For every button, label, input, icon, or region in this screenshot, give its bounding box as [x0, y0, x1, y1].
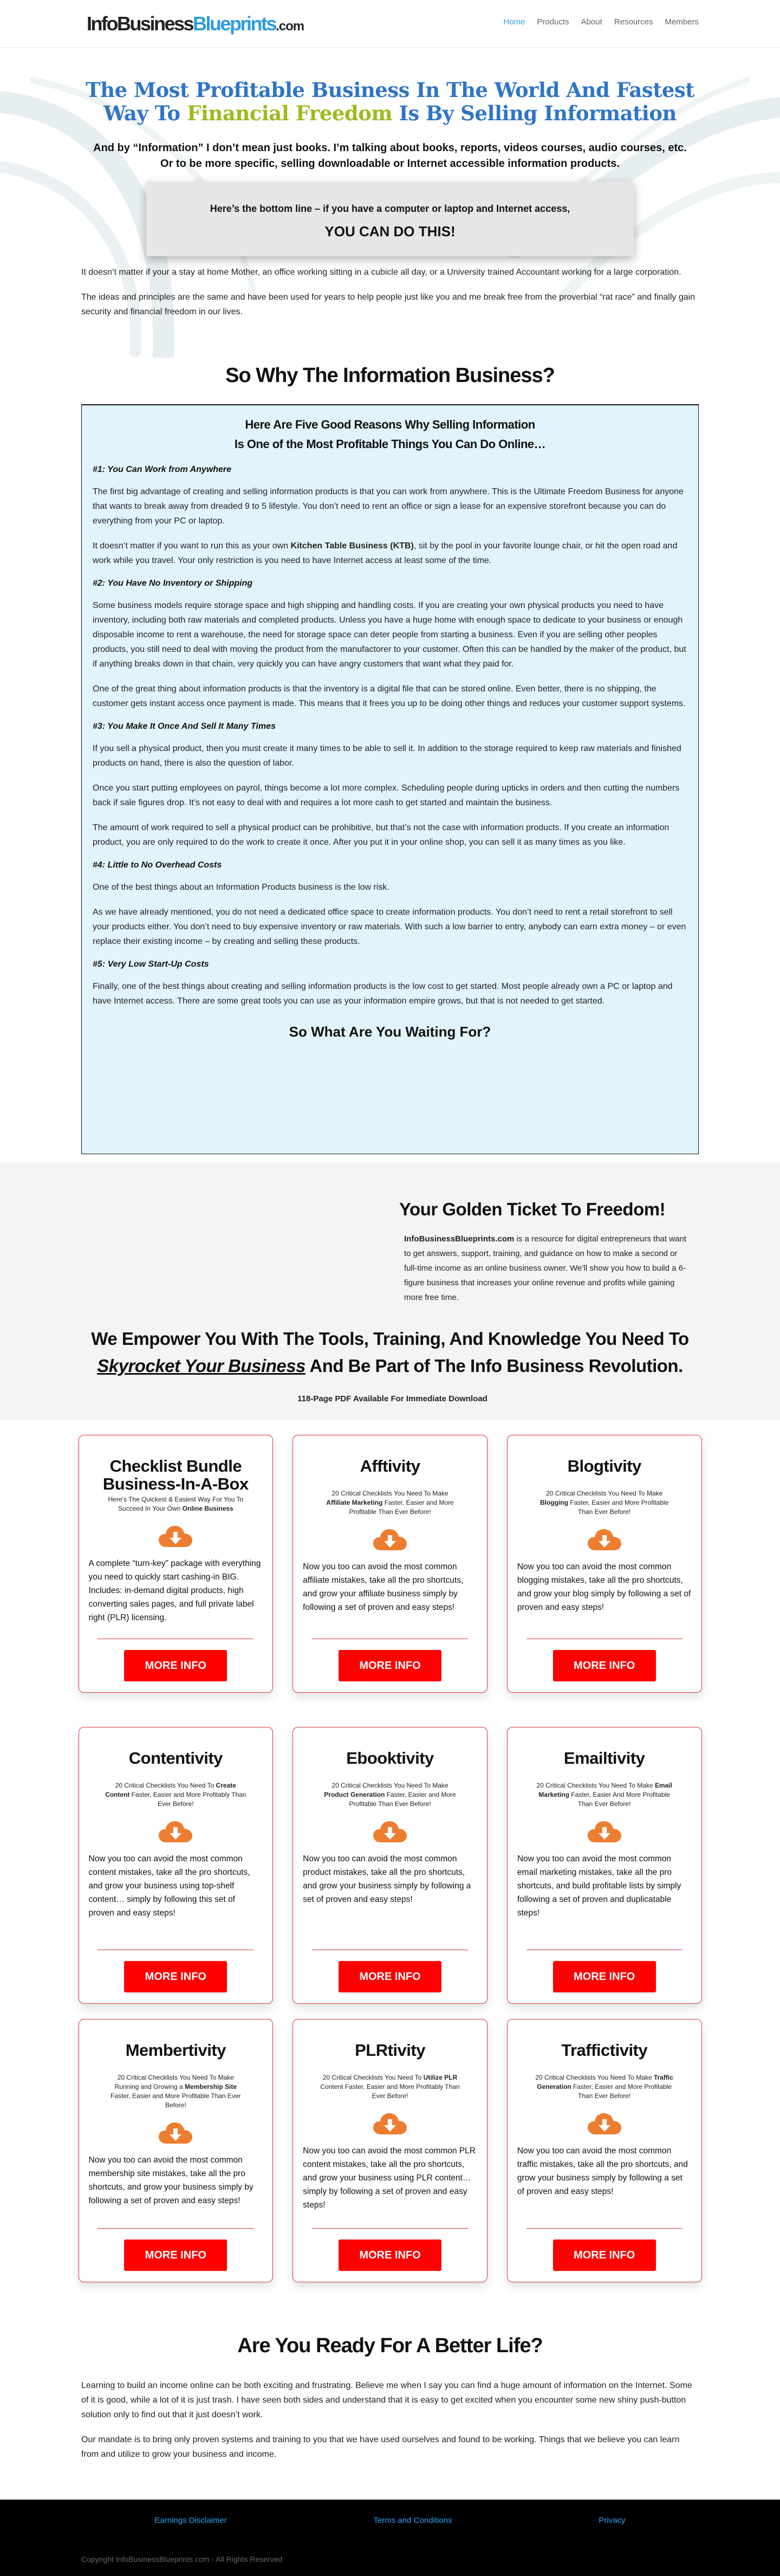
- card-subtitle: [303, 2073, 477, 2101]
- site-footer: [0, 2500, 780, 2576]
- nav-home[interactable]: Home: [503, 17, 525, 27]
- bold-text: Utilize PLR: [423, 2074, 458, 2081]
- text: It doesn’t matter if you want to run this as your own: [93, 541, 291, 551]
- cloud-download-icon: [588, 2113, 621, 2134]
- cloud-download-icon: [588, 1821, 621, 1842]
- intro-text: [81, 265, 699, 319]
- bold-text: Email Marketing: [538, 1782, 672, 1798]
- nav-resources[interactable]: Resources: [614, 17, 653, 27]
- text: 20 Critical Checklists You Need To: [322, 2074, 424, 2081]
- product-card: [507, 1435, 702, 1693]
- intro-paragraph: The ideas and principles are the same and have been used for years to help people just like you and me break free from the proverbial “rat race” and finally gain security and financial freedom in our lives.: [81, 293, 696, 316]
- callout-text: Here’s the bottom line – if you have a computer or laptop and Internet access,: [210, 203, 570, 214]
- reason-title: #5: Very Low Start-Up Costs: [93, 960, 209, 969]
- more-info-button[interactable]: MORE INFO: [553, 1961, 656, 1992]
- text: Faster, Easier and More Profitably Than Ever Before!: [129, 1791, 246, 1808]
- text: 20 Critical Checklists You Need To Make: [332, 1782, 448, 1789]
- ready-paragraph: Our mandate is to bring only proven systems and training to you that we have used ourselves and found to be working. Things that we believe you can learn from and utilize to grow your business and income.: [81, 2435, 680, 2459]
- reason-paragraph: Some business models require storage space and high shipping and handling costs. If you are creating your own physical products you need to have inventory, including both raw materials and completed products. Unless you have a huge home with enough space to dedicate to your business or enough disposable income to rent a warehouse, the need for storage space can deter people from starting a business. Even if you are selling other peoples products, you still need to deal with moving the product from the manufactorer to your customer. Often this can be handled by the maker of the product, but if anything breaks down in that chain, very quickly you can have angry customers that want what they paid for.: [93, 601, 686, 669]
- card-title: Blogtivity: [567, 1457, 641, 1475]
- card-footer: [508, 1950, 701, 1992]
- more-info-button[interactable]: MORE INFO: [553, 1650, 656, 1681]
- card-description: A complete “turn-key” package with everything you need to quickly start cashing-in BIG. Includes: in-demand digital products, high converting sales pages, and full private label right (PLR) licensing.: [88, 1559, 261, 1622]
- card-description: Now you too can avoid the most common traffic mistakes, take all the pro shortcuts, and grow your business simply by following a set of proven and easy steps!: [517, 2146, 688, 2196]
- logo-text-blue: Blueprints: [193, 12, 276, 35]
- text: Content Faster, Easier and More Profitably Than Ever Before!: [320, 2083, 460, 2100]
- card-title: Contentivity: [128, 1749, 223, 1768]
- footer-link-terms[interactable]: Terms and Conditions: [373, 2516, 452, 2525]
- cloud-download-icon: [373, 1821, 407, 1842]
- why-heading: So Why The Information Business?: [225, 364, 555, 387]
- reasons-heading: Here Are Five Good Reasons Why Selling Information: [245, 418, 535, 431]
- card-row: [79, 1727, 702, 2004]
- reason-paragraph: One of the great thing about information products is that the inventory is a digital file that can be stored online. Even better, there is no shipping, the customer gets instant access once payment is made. This means that it frees you up to be doing other things and reduces your customer support systems.: [93, 684, 686, 708]
- reason-paragraph: If you sell a physical product, then you must create it many times to be able to sell it. In addition to the storage required to keep raw materials and finished products on hand, there is also the question of labor.: [93, 744, 681, 768]
- divider: [312, 2228, 468, 2229]
- card-description: Now you too can avoid the most common product mistakes, take all the pro shortcuts, and grow your business simply by following a set of proven and easy steps!: [303, 1854, 471, 1904]
- more-info-button[interactable]: MORE INFO: [339, 1961, 441, 1992]
- text: 20 Critical Checklists You Need To Make: [546, 1490, 663, 1497]
- card-title: PLRtivity: [355, 2041, 425, 2060]
- text: 20 Critical Checklists You Need To Make: [332, 1490, 448, 1497]
- product-card: [507, 1727, 702, 2004]
- reason-paragraph: The first big advantage of creating and selling information products is that you can work from anywhere. This is the Ultimate Freedom Business for anyone that wants to break away from dreaded 9 to 5 lifestyle. You don’t need to rent an office or sign a lease for an expensive storefront because you can do everything from your PC or laptop.: [93, 487, 684, 526]
- card-footer: [79, 1950, 273, 1992]
- hero-title-highlight: Financial Freedom: [187, 101, 393, 125]
- card-title: Emailtivity: [563, 1749, 645, 1768]
- footer-link-privacy[interactable]: Privacy: [599, 2516, 626, 2525]
- card-subtitle: [303, 1489, 477, 1517]
- hero-subtitle: And by “Information” I don’t mean just books. I’m talking about books, reports, videos courses, audio courses, etc. Or to be more specific, selling downloadable or Internet accessible information products.: [93, 142, 687, 170]
- reason-paragraph: The amount of work required to sell a physical product can be prohibitive, but that’s not the case with information products. If you create an information product, you are only required to do the work to create it once. After you put it in your online shop, you can sell it as many times as you like.: [93, 823, 670, 847]
- logo-text: InfoBusiness: [87, 12, 193, 35]
- card-title: Traffictivity: [561, 2041, 648, 2060]
- bold-text: Online Business: [182, 1505, 233, 1512]
- golden-brand: InfoBusinessBlueprints.com: [404, 1234, 515, 1244]
- footer-link-earnings-disclaimer[interactable]: Earnings Disclaimer: [154, 2516, 227, 2525]
- bold-text: Product Generation: [324, 1791, 385, 1798]
- text: 20 Critical Checklists You Need To Make Running and Growing a: [114, 2074, 234, 2090]
- nav-about[interactable]: About: [581, 17, 602, 27]
- card-description: Now you too can avoid the most common content mistakes, take all the pro shortcuts, and grow your business using top-shelf content… simply by following this set of proven and easy steps!: [88, 1854, 250, 1918]
- site-logo[interactable]: [87, 12, 304, 38]
- bold-text: Membership Site: [185, 2083, 237, 2090]
- divider: [98, 2228, 253, 2229]
- empower-text: We Empower You With The Tools, Training, And Knowledge You Need To: [91, 1329, 689, 1349]
- product-card: [79, 1727, 274, 2004]
- bottom-line-callout: [146, 182, 634, 256]
- product-card: [79, 1435, 274, 1693]
- product-card: [79, 2019, 274, 2282]
- card-row: [79, 2019, 702, 2282]
- card-subtitle: [89, 2073, 263, 2110]
- text: Faster, Easier and More Profitable Than Ever Before!: [568, 1499, 669, 1516]
- nav-members[interactable]: Members: [665, 17, 699, 27]
- text: Faster, Easier and More Profitable Than Ever Before!: [571, 2083, 672, 2100]
- divider: [526, 2228, 682, 2229]
- golden-text: is a resource for digital entrepreneurs that want to get answers, support, training, and guidance on how to make a second or full-time income as an online business owner. We’ll show you how to build a 6-figure business that increases your online revenue and profits while gaining more free time.: [404, 1234, 687, 1302]
- product-card: [292, 1727, 487, 2004]
- waiting-heading: So What Are You Waiting For?: [289, 1024, 491, 1040]
- reason-title: #1: You Can Work from Anywhere: [93, 465, 232, 474]
- card-subtitle: [517, 1489, 692, 1517]
- reasons-box: [81, 404, 699, 1154]
- hero-title-text: Is By Selling Information: [392, 101, 677, 125]
- card-footer: [508, 1639, 701, 1681]
- card-description: Now you too can avoid the most common membership site mistakes, take all the pro shortcuts, and grow your business simply by following a set of proven and easy steps!: [88, 2156, 253, 2205]
- card-footer: [79, 1639, 273, 1681]
- hero-title: [81, 48, 699, 125]
- cloud-download-icon: [159, 1821, 192, 1842]
- hero-title-text: The Most Profitable Business In The World And Fastest Way To: [86, 78, 694, 125]
- bold-text: Create Content: [105, 1782, 236, 1798]
- more-info-button[interactable]: MORE INFO: [553, 2240, 656, 2271]
- main-nav: [503, 17, 699, 27]
- reason-paragraph: Finally, one of the best things about creating and selling information products is the low cost to get started. Most people already own a PC or laptop and have Internet access. There are some great tools you can use as your information empire grows, but that is not needed to get started.: [93, 982, 673, 1006]
- card-footer: [293, 2228, 487, 2271]
- cloud-download-icon: [588, 1529, 621, 1550]
- more-info-button[interactable]: MORE INFO: [124, 2240, 227, 2271]
- more-info-button[interactable]: MORE INFO: [339, 1650, 441, 1681]
- cloud-download-icon: [159, 2122, 192, 2144]
- ready-heading: Are You Ready For A Better Life?: [237, 2334, 543, 2357]
- card-description: Now you too can avoid the most common blogging mistakes, take all the pro shortcuts, and grow your blog simply by following a set of proven and easy steps!: [517, 1562, 691, 1612]
- cloud-download-icon: [373, 2113, 407, 2134]
- why-section: [81, 358, 699, 1154]
- card-subtitle: [89, 1495, 263, 1513]
- card-description: Now you too can avoid the most common PLR content mistakes, take all the pro shortcuts, and grow your business using PLR content… simply by following a set of proven and easy steps!: [303, 2146, 476, 2210]
- copyright: Copyright InfoBusinessBlueprints.com - All Rights Reserved: [81, 2555, 283, 2564]
- product-card: [507, 2019, 702, 2282]
- hero-section: [0, 48, 780, 358]
- card-footer: [293, 1639, 487, 1681]
- text: Faster, Easier and More Profitable Than Ever Before!: [349, 1499, 454, 1516]
- more-info-button[interactable]: MORE INFO: [124, 1961, 227, 1992]
- bold-text: Traffic Generation: [537, 2074, 673, 2090]
- card-subtitle: [303, 1781, 477, 1809]
- nav-products[interactable]: Products: [537, 17, 569, 27]
- golden-ticket-section: [0, 1162, 780, 1420]
- reason-title: #3: You Make It Once And Sell It Many Times: [93, 722, 276, 731]
- golden-description: [404, 1232, 692, 1305]
- card-title: Ebooktivity: [346, 1749, 434, 1768]
- card-title: Checklist Bundle Business-In-A-Box: [102, 1457, 249, 1493]
- cloud-download-icon: [373, 1529, 407, 1550]
- site-header: [0, 0, 780, 48]
- ready-section: [81, 2282, 699, 2462]
- text: Faster, Easier and More Profitable Than Ever Before!: [349, 1791, 456, 1808]
- card-footer: [508, 2228, 701, 2271]
- product-card: [292, 2019, 487, 2282]
- golden-heading: Your Golden Ticket To Freedom!: [399, 1199, 666, 1219]
- bold-text: Blogging: [540, 1499, 568, 1506]
- reason-paragraph: [93, 539, 687, 568]
- card-footer: [293, 1950, 487, 1992]
- text: Faster, Easier And More Profitable Than Ever Before!: [569, 1791, 671, 1808]
- reason-title: #2: You Have No Inventory or Shipping: [93, 579, 253, 588]
- more-info-button[interactable]: MORE INFO: [339, 2240, 441, 2271]
- card-title: Afftivity: [360, 1457, 420, 1475]
- bold-text: Affiliate Marketing: [326, 1499, 383, 1506]
- callout-heading: YOU CAN DO THIS!: [324, 223, 456, 240]
- reason-paragraph: One of the best things about an Information Products business is the low risk.: [93, 883, 389, 892]
- card-subtitle: [517, 2073, 692, 2101]
- intro-paragraph: It doesn’t matter if your a stay at home Mother, an office working sitting in a cubicle all day, or a University trained Accountant working for a large corporation.: [81, 268, 681, 277]
- empower-text: And Be Part of The Info Business Revolution.: [305, 1356, 683, 1376]
- text: 20 Critical Checklists You Need To Make: [536, 1782, 655, 1789]
- card-subtitle: [89, 1781, 263, 1809]
- empower-underlined: Skyrocket Your Business: [97, 1356, 306, 1376]
- product-cards: [79, 1435, 702, 2282]
- bold-text: Kitchen Table Business (KTB): [290, 541, 414, 551]
- reasons-heading: Is One of the Most Profitable Things You Can Do Online…: [234, 437, 546, 451]
- text: , sit by the pool in your favorite lounge chair, or hit the open road and work while you travel. Your only restriction is you need to have Internet access at least some of the time.: [93, 541, 678, 565]
- reason-paragraph: As we have already mentioned, you do not need a dedicated office space to create information products. You don’t need to rent a retail storefront to sell your products either. You don’t need to buy expensive inventory or raw materials. With such a low barrier to entry, anybody can earn extra money – or even replace their existing income – by creating and selling these products.: [93, 908, 686, 946]
- reason-title: #4: Little to No Overhead Costs: [93, 860, 222, 870]
- card-description: Now you too can avoid the most common email marketing mistakes, take all the pro shortcuts, and build profitable lists by simply following a set of proven and duplicatable steps!: [517, 1854, 681, 1918]
- card-description: Now you too can avoid the most common affiliate mistakes, take all the pro shortcuts, and grow your affiliate business simply by following a set of proven and easy steps!: [303, 1562, 464, 1612]
- card-title: Membertivity: [125, 2041, 226, 2060]
- cloud-download-icon: [159, 1525, 192, 1547]
- card-footer: [79, 2228, 273, 2271]
- text: 20 Critical Checklists You Need To Make: [535, 2074, 654, 2081]
- text: 20 Critical Checklists You Need To: [115, 1782, 216, 1789]
- product-card: [292, 1435, 487, 1693]
- pdf-note: 118-Page PDF Available For Immediate Download: [297, 1394, 487, 1403]
- card-row: [79, 1435, 702, 1693]
- empower-heading: [0, 1325, 780, 1380]
- reason-paragraph: Once you start putting employees on payrol, things become a lot more complex. Scheduling people during upticks in orders and then cutting the numbers back if sale figures drop. It’s not easy to deal with and requires a lot more cash to get started and maintain the business.: [93, 784, 680, 807]
- logo-text-com: .com: [276, 19, 304, 34]
- text: Here’s The Quickest & Easiest Way For You To Succeed In Your Own: [108, 1496, 244, 1512]
- card-subtitle: [517, 1781, 692, 1809]
- text: Faster, Easier and More Profitable Than Ever Before!: [110, 2092, 241, 2109]
- ready-paragraph: Learning to build an income online can be both exciting and frustrating. Believe me when I say you can find a huge amount of information on the Internet. Some of it is good, while a lot of it is just trash. I have seen both sides and understand that it is easy to get excited when you encounter some new shiny push-button solution only to find out that it just doesn’t work.: [81, 2381, 692, 2419]
- more-info-button[interactable]: MORE INFO: [124, 1650, 227, 1681]
